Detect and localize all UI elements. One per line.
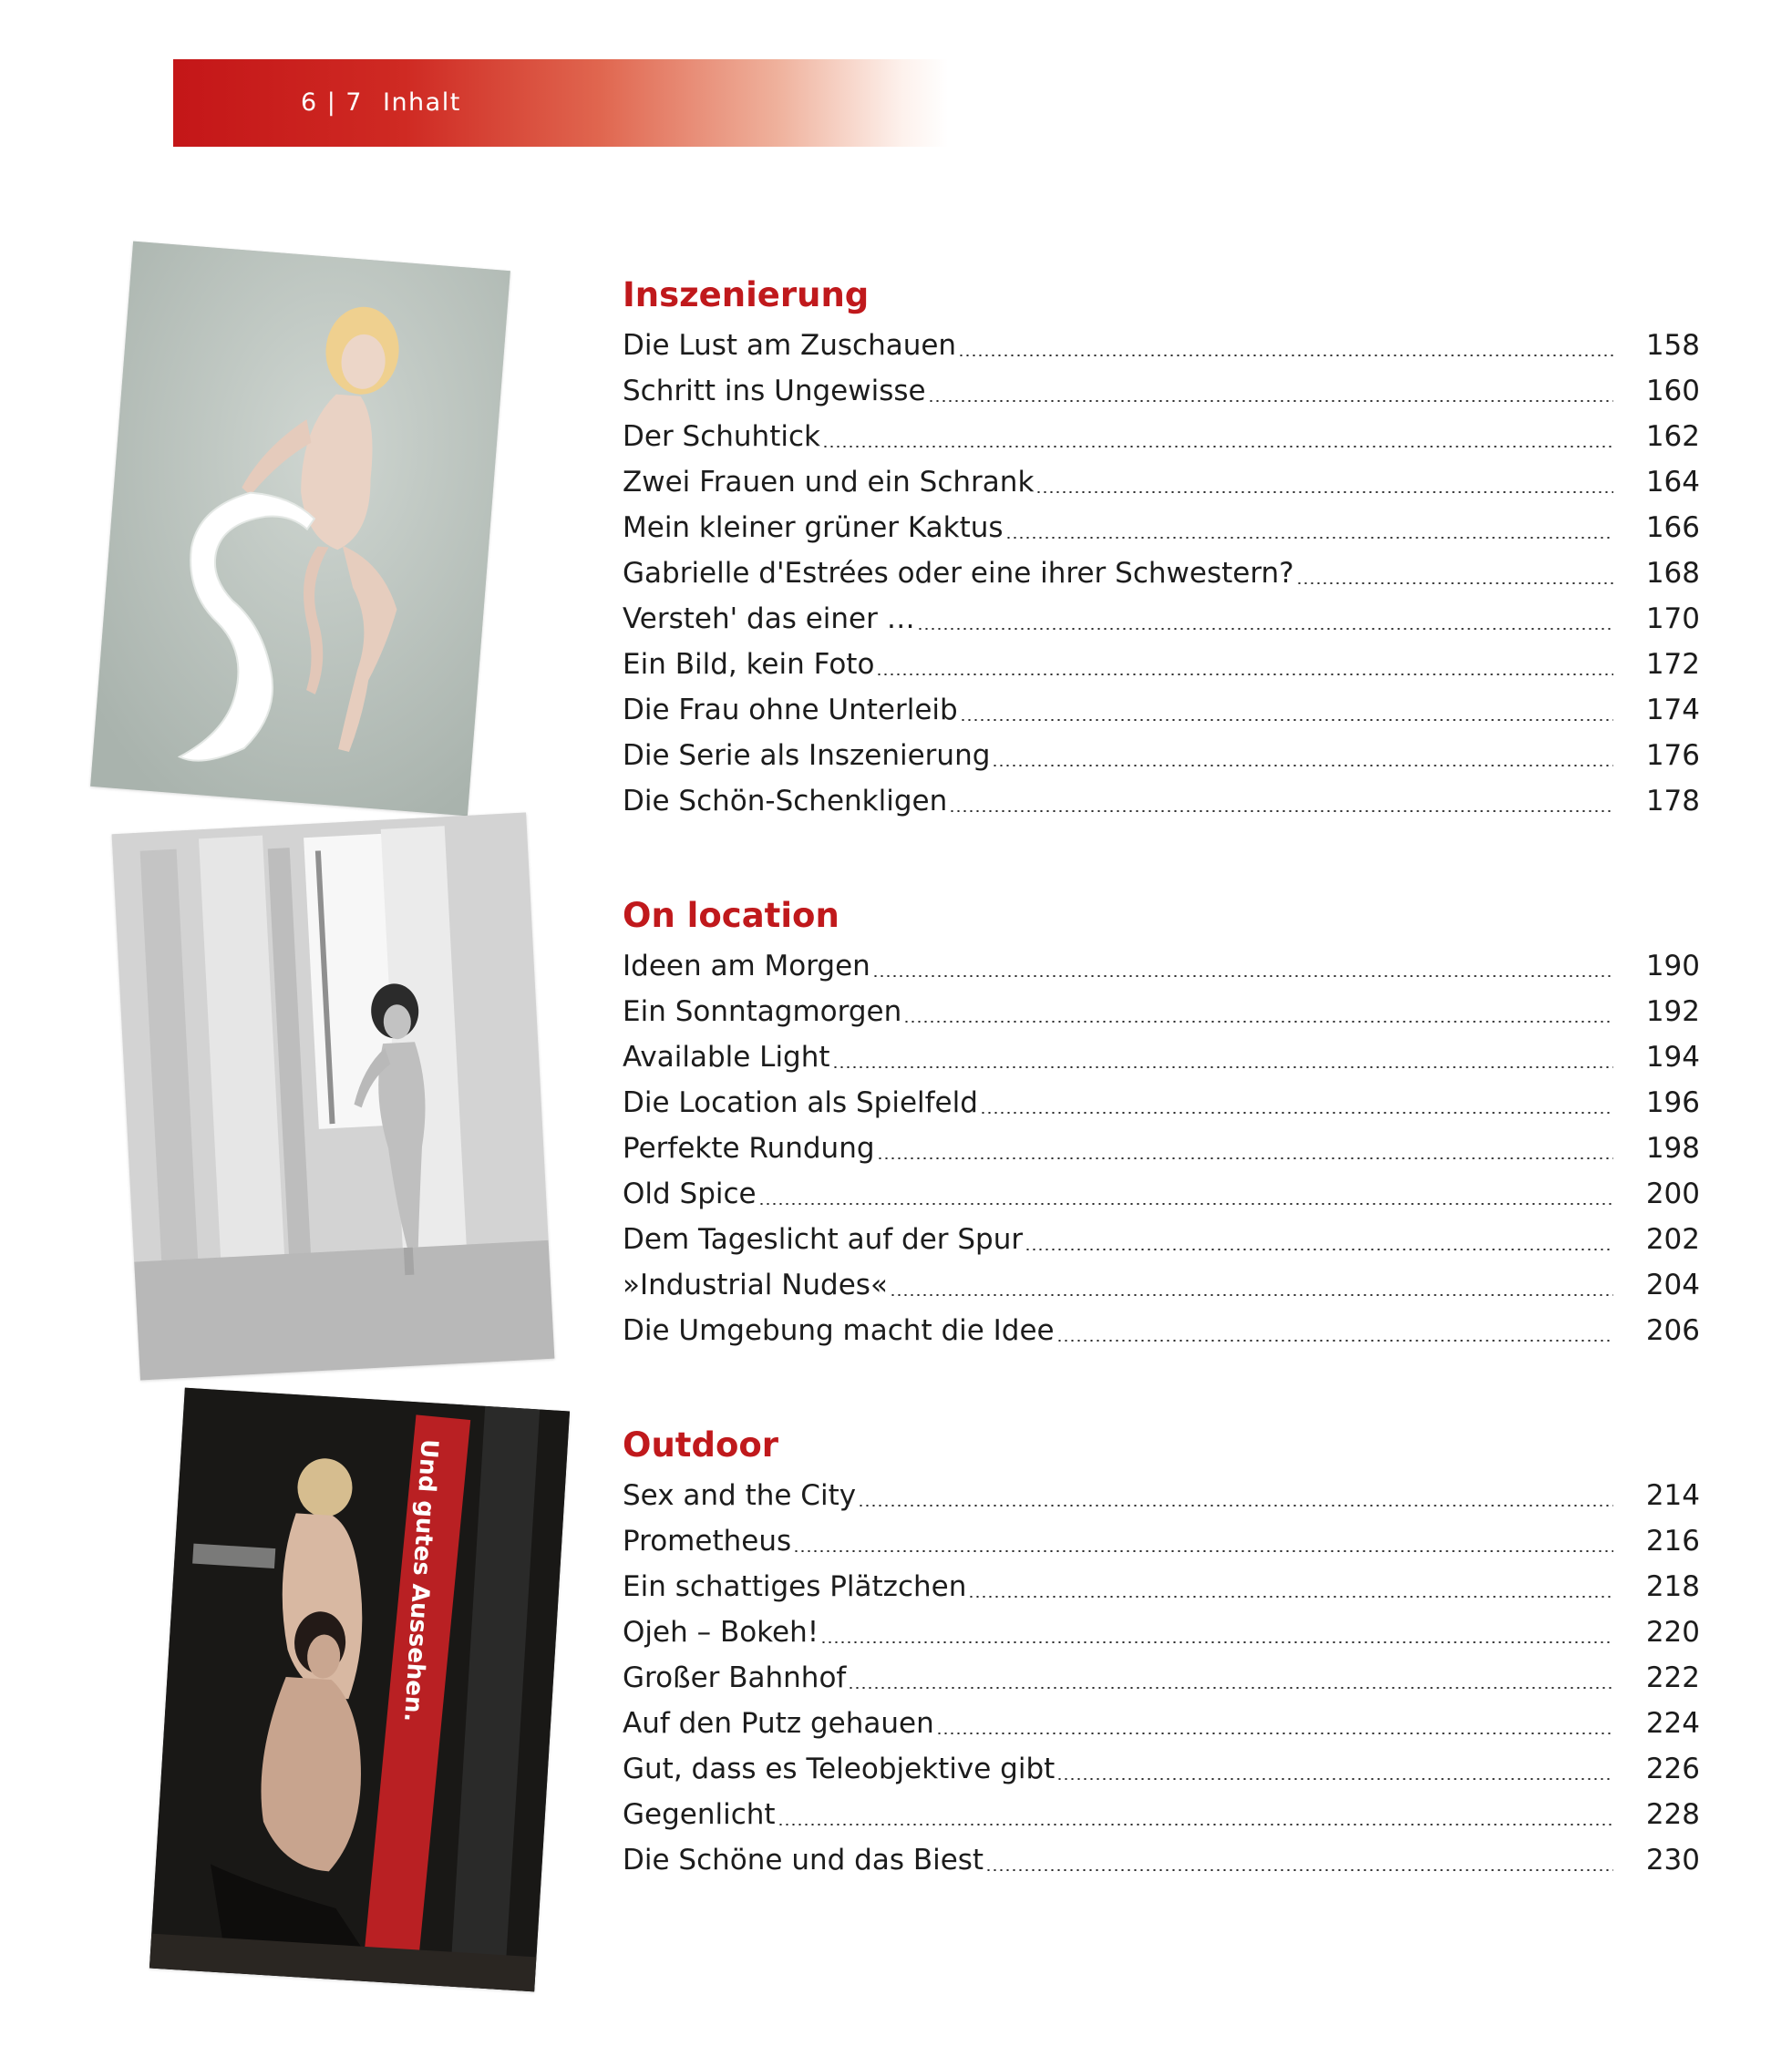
toc-entry-title: Der Schuhtick	[623, 420, 820, 453]
toc-entry-title: Ein Sonntagmorgen	[623, 995, 902, 1028]
toc-entry[interactable]	[623, 1518, 1700, 1564]
dot-leader	[1005, 537, 1613, 539]
dot-leader	[958, 355, 1613, 356]
toc-entry-page: 198	[1645, 1132, 1700, 1165]
toc-entry-page: 202	[1645, 1223, 1700, 1256]
toc-entry-page: 176	[1645, 739, 1700, 772]
toc-entry-title: Ein Bild, kein Foto	[623, 648, 875, 681]
toc-entry-page: 224	[1645, 1707, 1700, 1740]
toc-entry[interactable]	[623, 1609, 1700, 1655]
toc-entry-title: Die Location als Spielfeld	[623, 1086, 978, 1119]
dot-leader	[848, 1687, 1613, 1689]
toc-entry[interactable]	[623, 1171, 1700, 1217]
toc-entry-page: 190	[1645, 950, 1700, 982]
toc-entry-page: 172	[1645, 648, 1700, 681]
toc-entry[interactable]	[623, 368, 1700, 414]
toc-entry-page: 178	[1645, 785, 1700, 818]
running-header	[301, 59, 461, 147]
toc-entry[interactable]	[623, 550, 1700, 596]
header-bar	[173, 59, 948, 147]
toc-entry-page: 216	[1645, 1525, 1700, 1558]
photo-chair-nude	[90, 242, 510, 817]
dot-leader	[917, 628, 1613, 630]
toc-entry-page: 174	[1645, 694, 1700, 726]
toc-entry[interactable]	[623, 642, 1700, 687]
toc-entry-title: Prometheus	[623, 1525, 792, 1558]
toc-entry[interactable]	[623, 733, 1700, 778]
dot-leader	[858, 1505, 1613, 1507]
toc-entry-title: Auf den Putz gehauen	[623, 1707, 934, 1740]
page-separator: |	[326, 88, 337, 117]
toc-entry-title: Die Umgebung macht die Idee	[623, 1314, 1055, 1347]
dot-leader	[778, 1824, 1613, 1825]
dot-leader	[1056, 1778, 1613, 1780]
toc-entry-page: 214	[1645, 1479, 1700, 1512]
dot-leader	[890, 1294, 1613, 1296]
toc-entry[interactable]	[623, 687, 1700, 733]
dot-leader	[936, 1733, 1613, 1734]
toc-entry-title: Gegenlicht	[623, 1798, 776, 1831]
toc-entry-title: Dem Tageslicht auf der Spur	[623, 1223, 1024, 1256]
toc-entry[interactable]	[623, 459, 1700, 505]
dot-leader	[960, 719, 1613, 721]
toc-entry-title: Die Schön-Schenkligen	[623, 785, 948, 818]
toc-section-inszenierung	[623, 268, 1700, 824]
toc-entry-page: 196	[1645, 1086, 1700, 1119]
toc-entry-page: 164	[1645, 466, 1700, 499]
toc-section-on-location	[623, 889, 1700, 1353]
page-number-right: 7	[345, 88, 363, 117]
toc-entry[interactable]	[623, 1701, 1700, 1746]
dot-leader	[980, 1112, 1613, 1114]
toc-entry-title: Ojeh – Bokeh!	[623, 1616, 819, 1649]
toc-entry-page: 230	[1645, 1844, 1700, 1877]
photo-city-illustration	[149, 1388, 570, 1992]
toc-entry-title: Perfekte Rundung	[623, 1132, 875, 1165]
toc-entry-page: 162	[1645, 420, 1700, 453]
toc-entry[interactable]	[623, 1746, 1700, 1792]
dot-leader	[793, 1550, 1613, 1552]
dot-leader	[985, 1869, 1613, 1871]
toc-entry[interactable]	[623, 1034, 1700, 1080]
section-title: On location	[623, 896, 839, 935]
toc-entry[interactable]	[623, 1262, 1700, 1308]
toc-entry-title: Die Schöne und das Biest	[623, 1844, 984, 1877]
toc-entry-page: 204	[1645, 1269, 1700, 1301]
toc-entry-page: 206	[1645, 1314, 1700, 1347]
toc-entry[interactable]	[623, 989, 1700, 1034]
photo-window-nude	[112, 813, 555, 1381]
page-title: Inhalt	[382, 88, 461, 117]
toc-entry[interactable]	[623, 1126, 1700, 1171]
toc-entry-title: »Industrial Nudes«	[623, 1269, 888, 1301]
toc-entry[interactable]	[623, 1308, 1700, 1353]
toc-section-outdoor	[623, 1418, 1700, 1883]
dot-leader	[877, 1157, 1613, 1159]
dot-leader	[949, 810, 1613, 812]
toc-entry-title: Versteh' das einer …	[623, 602, 915, 635]
photo-window-illustration	[112, 813, 555, 1381]
toc-entry[interactable]	[623, 323, 1700, 368]
toc-entry-page: 218	[1645, 1570, 1700, 1603]
toc-entry-page: 170	[1645, 602, 1700, 635]
dot-leader	[992, 765, 1613, 766]
toc-entry-page: 220	[1645, 1616, 1700, 1649]
toc-entry-title: Die Lust am Zuschauen	[623, 329, 957, 362]
toc-entry-title: Die Serie als Inszenierung	[623, 739, 991, 772]
section-title: Outdoor	[623, 1425, 779, 1465]
toc-entry-page: 192	[1645, 995, 1700, 1028]
toc-entry[interactable]	[623, 1217, 1700, 1262]
toc-entry-title: Ein schattiges Plätzchen	[623, 1570, 967, 1603]
dot-leader	[822, 446, 1613, 447]
dot-leader	[1296, 582, 1613, 584]
dot-leader	[758, 1203, 1613, 1205]
page-number-left: 6	[301, 88, 318, 117]
toc-entry[interactable]	[623, 943, 1700, 989]
toc-entry-title: Zwei Frauen und ein Schrank	[623, 466, 1035, 499]
toc-entry-page: 158	[1645, 329, 1700, 362]
dot-leader	[968, 1596, 1613, 1598]
toc-entry-title: Gabrielle d'Estrées oder eine ihrer Schwestern?	[623, 557, 1294, 590]
toc-entry[interactable]	[623, 1564, 1700, 1609]
toc-entry-page: 222	[1645, 1661, 1700, 1694]
dot-leader	[872, 975, 1613, 977]
toc-entry[interactable]	[623, 414, 1700, 459]
toc-entry[interactable]	[623, 1792, 1700, 1837]
dot-leader	[820, 1641, 1613, 1643]
toc-entry[interactable]	[623, 1655, 1700, 1701]
toc-entry[interactable]	[623, 596, 1700, 642]
photo-city-nudes	[149, 1388, 570, 1992]
dot-leader	[1025, 1249, 1613, 1250]
toc-entry-title: Sex and the City	[623, 1479, 857, 1512]
toc-entry-page: 228	[1645, 1798, 1700, 1831]
toc-entry[interactable]	[623, 778, 1700, 824]
toc-entry[interactable]	[623, 1473, 1700, 1518]
dot-leader	[876, 674, 1613, 675]
section-title: Inszenierung	[623, 275, 870, 314]
toc-entry-page: 166	[1645, 511, 1700, 544]
dot-leader	[1035, 491, 1613, 493]
toc-entry-title: Mein kleiner grüner Kaktus	[623, 511, 1004, 544]
toc-entry-page: 194	[1645, 1041, 1700, 1074]
toc-entry-title: Ideen am Morgen	[623, 950, 870, 982]
toc-entry-title: Die Frau ohne Unterleib	[623, 694, 958, 726]
toc-entry-title: Großer Bahnhof	[623, 1661, 847, 1694]
toc-entry[interactable]	[623, 505, 1700, 550]
toc-entry-page: 226	[1645, 1753, 1700, 1785]
dot-leader	[832, 1066, 1613, 1068]
dot-leader	[903, 1021, 1613, 1023]
poster-slogan: Und gutes Aussehen.	[397, 1438, 443, 1723]
toc-entry-page: 160	[1645, 375, 1700, 407]
dot-leader	[928, 400, 1613, 402]
toc-entry-page: 168	[1645, 557, 1700, 590]
toc-entry-title: Schritt ins Ungewisse	[623, 375, 926, 407]
toc-entry[interactable]	[623, 1837, 1700, 1883]
toc-entry[interactable]	[623, 1080, 1700, 1126]
photo-chair-illustration	[90, 242, 510, 817]
toc-entry-title: Old Spice	[623, 1177, 757, 1210]
dot-leader	[1056, 1340, 1613, 1342]
toc-entry-title: Available Light	[623, 1041, 830, 1074]
toc-entry-page: 200	[1645, 1177, 1700, 1210]
toc-entry-title: Gut, dass es Teleobjektive gibt	[623, 1753, 1056, 1785]
